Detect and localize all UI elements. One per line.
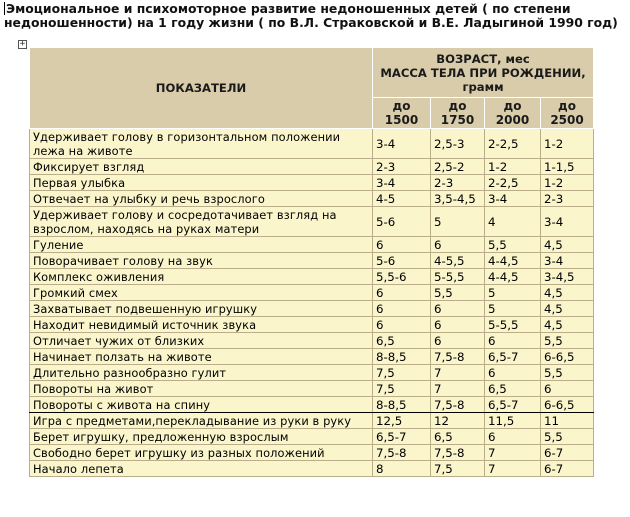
value-cell: 5,5 [485, 237, 541, 253]
value-cell: 6 [373, 317, 431, 333]
value-cell: 7,5 [431, 461, 485, 477]
indicator-cell: Находит невидимый источник звука [30, 317, 373, 333]
value-cell: 6 [373, 237, 431, 253]
document-title [4, 2, 626, 30]
age-weight-group-header [373, 48, 594, 98]
value-cell: 1-2 [541, 129, 594, 159]
weight-value: 2000 [495, 112, 530, 127]
value-cell: 4,5 [541, 301, 594, 317]
value-cell: 5,5-6 [373, 269, 431, 285]
value-cell: 6,5-7 [485, 397, 541, 413]
text-cursor [4, 2, 5, 15]
value-cell: 5-6 [373, 207, 431, 237]
value-cell: 3,5-4,5 [431, 191, 485, 207]
value-cell: 7 [485, 461, 541, 477]
table-row [30, 349, 594, 365]
weight-column-header [431, 97, 485, 128]
value-cell: 4-4,5 [485, 269, 541, 285]
indicator-cell: Повороты на живот [30, 381, 373, 397]
value-cell: 6-7 [541, 461, 594, 477]
age-header-line: ВОЗРАСТ, мес [436, 52, 530, 67]
value-cell: 7 [431, 381, 485, 397]
value-cell: 5,5 [541, 333, 594, 349]
value-cell: 4 [485, 207, 541, 237]
value-cell: 5,5 [541, 365, 594, 381]
weight-prefix: до [503, 98, 522, 113]
value-cell: 7,5-8 [431, 397, 485, 413]
table-row [30, 461, 594, 477]
value-cell: 5-6 [373, 253, 431, 269]
value-cell: 7,5 [373, 365, 431, 381]
value-cell: 2-2,5 [485, 129, 541, 159]
development-table-grid [29, 47, 594, 477]
table-row [30, 381, 594, 397]
value-cell: 7,5-8 [431, 445, 485, 461]
value-cell: 8 [373, 461, 431, 477]
table-row [30, 237, 594, 253]
value-cell: 5 [485, 301, 541, 317]
value-cell: 7,5 [373, 381, 431, 397]
value-cell: 4,5 [541, 237, 594, 253]
weight-prefix: до [392, 98, 411, 113]
value-cell: 6,5 [431, 429, 485, 445]
value-cell: 6 [485, 429, 541, 445]
value-cell: 3-4 [485, 191, 541, 207]
value-cell: 7,5-8 [431, 349, 485, 365]
value-cell: 6-6,5 [541, 397, 594, 413]
value-cell: 12,5 [373, 413, 431, 429]
indicator-cell: Захватывает подвешенную игрушку [30, 301, 373, 317]
weight-column-header [373, 97, 431, 128]
weight-value: 2500 [550, 112, 584, 127]
value-cell: 11 [541, 413, 594, 429]
weight-column-header [485, 97, 541, 128]
value-cell: 3-4 [541, 207, 594, 237]
value-cell: 6 [485, 365, 541, 381]
value-cell: 1-2 [485, 159, 541, 175]
table-row [30, 429, 594, 445]
indicator-cell: Длительно разнообразно гулит [30, 365, 373, 381]
table-row [30, 285, 594, 301]
value-cell: 4-5 [373, 191, 431, 207]
value-cell: 2-2,5 [485, 175, 541, 191]
value-cell: 6 [373, 301, 431, 317]
indicator-cell: Громкий смех [30, 285, 373, 301]
value-cell: 6,5 [485, 381, 541, 397]
indicator-cell: Отвечает на улыбку и речь взрослого [30, 191, 373, 207]
value-cell: 4-4,5 [485, 253, 541, 269]
weight-prefix: до [448, 98, 467, 113]
value-cell: 2,5-2 [431, 159, 485, 175]
value-cell: 1-1,5 [541, 159, 594, 175]
value-cell: 3-4 [541, 253, 594, 269]
value-cell: 8-8,5 [373, 349, 431, 365]
weight-prefix: до [558, 98, 576, 113]
indicator-cell: Фиксирует взгляд [30, 159, 373, 175]
value-cell: 6,5-7 [373, 429, 431, 445]
value-cell: 6,5-7 [485, 349, 541, 365]
value-cell: 2-3 [541, 191, 594, 207]
table-row [30, 397, 594, 413]
table-row [30, 333, 594, 349]
table-row [30, 445, 594, 461]
value-cell: 3-4,5 [541, 269, 594, 285]
weight-value: 1750 [440, 112, 475, 127]
indicator-cell: Гуление [30, 237, 373, 253]
value-cell: 5-5,5 [485, 317, 541, 333]
table-row [30, 253, 594, 269]
value-cell: 6,5 [373, 333, 431, 349]
indicator-cell: Удерживает голову в горизонтальном положении лежа на животе [30, 129, 373, 159]
value-cell: 7,5-8 [373, 445, 431, 461]
weight-column-header [541, 97, 594, 128]
value-cell: 8-8,5 [373, 397, 431, 413]
indicator-cell: Отличает чужих от близких [30, 333, 373, 349]
value-cell: 6-6,5 [541, 349, 594, 365]
value-cell: 5-5,5 [431, 269, 485, 285]
value-cell: 6 [431, 301, 485, 317]
table-row [30, 301, 594, 317]
table-row [30, 413, 594, 429]
value-cell: 7 [485, 445, 541, 461]
value-cell: 6 [431, 333, 485, 349]
value-cell: 2-3 [431, 175, 485, 191]
weight-value: 1500 [384, 112, 419, 127]
table-row [30, 317, 594, 333]
indicator-cell: Начало лепета [30, 461, 373, 477]
weight-header-line: МАССА ТЕЛА ПРИ РОЖДЕНИИ, грамм [380, 66, 586, 95]
table-row [30, 175, 594, 191]
value-cell: 5 [431, 207, 485, 237]
value-cell: 1-2 [541, 175, 594, 191]
development-table [29, 47, 593, 477]
value-cell: 11,5 [485, 413, 541, 429]
indicator-cell: Свободно берет игрушку из разных положений [30, 445, 373, 461]
value-cell: 7 [431, 365, 485, 381]
value-cell: 2-3 [373, 159, 431, 175]
value-cell: 6 [373, 285, 431, 301]
value-cell: 6 [541, 381, 594, 397]
document-title-text: Эмоциональное и психомоторное развитие недоношенных детей ( по степени недоношенности) на 1 году жизни ( по В.Л. Страковской и В.Е. Ладыгиной 1990 год) [4, 1, 618, 30]
value-cell: 3-4 [373, 175, 431, 191]
value-cell: 6 [485, 333, 541, 349]
table-row [30, 269, 594, 285]
value-cell: 4,5 [541, 317, 594, 333]
value-cell: 5,5 [431, 285, 485, 301]
indicator-cell: Поворачивает голову на звук [30, 253, 373, 269]
indicator-cell: Берет игрушку, предложенную взрослым [30, 429, 373, 445]
indicator-cell: Начинает ползать на животе [30, 349, 373, 365]
table-row [30, 207, 594, 237]
value-cell: 5,5 [541, 429, 594, 445]
value-cell: 6 [431, 237, 485, 253]
value-cell: 5 [485, 285, 541, 301]
indicator-cell: Первая улыбка [30, 175, 373, 191]
table-row [30, 191, 594, 207]
value-cell: 4,5 [541, 285, 594, 301]
indicator-cell: Комплекс оживления [30, 269, 373, 285]
value-cell: 12 [431, 413, 485, 429]
indicator-cell: Повороты с живота на спину [30, 397, 373, 413]
indicator-column-header: ПОКАЗАТЕЛИ [30, 48, 373, 129]
table-row [30, 159, 594, 175]
table-row [30, 129, 594, 159]
table-row [30, 365, 594, 381]
value-cell: 4-5,5 [431, 253, 485, 269]
value-cell: 6-7 [541, 445, 594, 461]
indicator-cell: Игра с предметами,перекладывание из руки в руку [30, 413, 373, 429]
move-cross-icon[interactable]: + [19, 39, 26, 49]
value-cell: 6 [431, 317, 485, 333]
indicator-cell: Удерживает голову и сосредотачивает взгляд на взрослом, находясь на руках матери [30, 207, 373, 237]
value-cell: 2,5-3 [431, 129, 485, 159]
value-cell: 3-4 [373, 129, 431, 159]
